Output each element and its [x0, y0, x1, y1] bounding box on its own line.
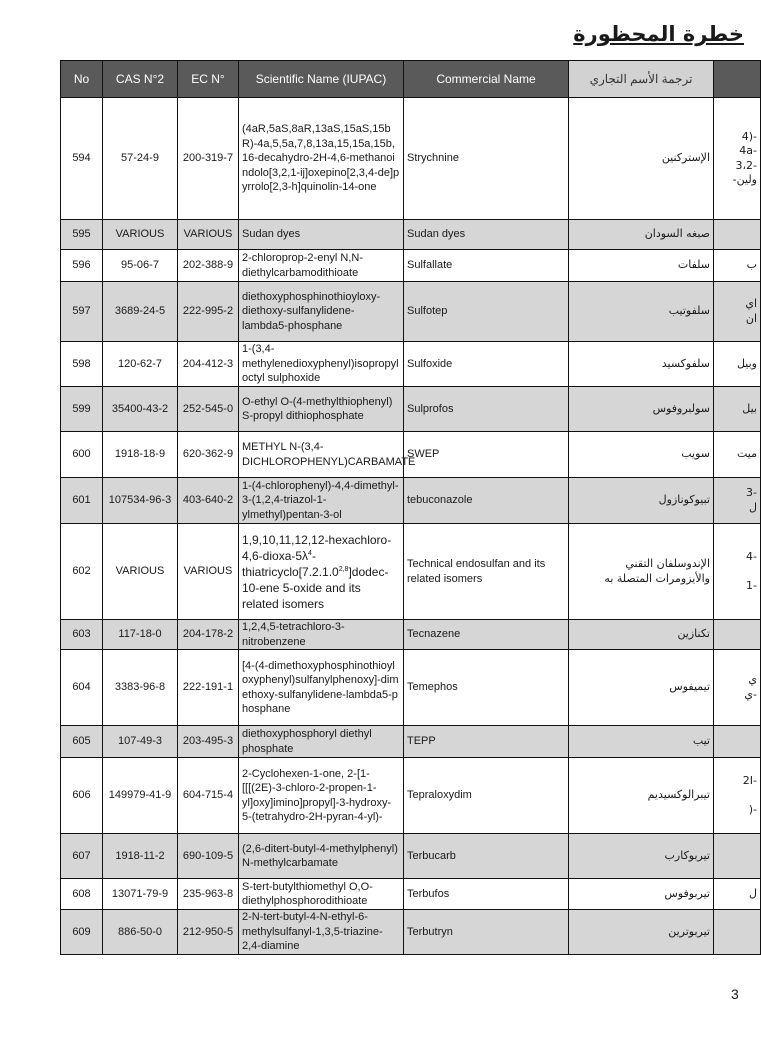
cell-ec: 204-178-2 [178, 620, 239, 650]
cell-commercial-name: Sulfoxide [404, 342, 569, 387]
cell-arabic-name: الإستركنين [569, 98, 714, 220]
cell-ec: 604-715-4 [178, 758, 239, 834]
cell-ec: 202-388-9 [178, 250, 239, 282]
cell-arabic-name: تيربوكارب [569, 834, 714, 879]
cell-extra: وبيل [714, 342, 761, 387]
cell-cas: 1918-11-2 [103, 834, 178, 879]
header-extra [714, 61, 761, 98]
cell-no: 602 [61, 524, 103, 620]
cell-extra: ي -ي [714, 650, 761, 726]
table-row [61, 282, 761, 342]
cell-commercial-name: Terbufos [404, 879, 569, 910]
cell-commercial-name: Tecnazene [404, 620, 569, 650]
cell-no: 608 [61, 879, 103, 910]
cell-scientific-name: diethoxyphosphinothioyloxy-diethoxy-sulfanylidene-lambda5-phosphane [239, 282, 404, 342]
cell-ec: 200-319-7 [178, 98, 239, 220]
cell-commercial-name: Tepraloxydim [404, 758, 569, 834]
cell-ec: 222-995-2 [178, 282, 239, 342]
table-row [61, 879, 761, 910]
cell-scientific-name: [4-(4-dimethoxyphosphinothioyloxyphenyl)sulfanylphenoxy]-dimethoxy-sulfanylidene-lambda5-phosphane [239, 650, 404, 726]
cell-cas: 886-50-0 [103, 910, 178, 955]
cell-scientific-name: Sudan dyes [239, 220, 404, 250]
cell-no: 598 [61, 342, 103, 387]
cell-ec: 204-412-3 [178, 342, 239, 387]
cell-ec: 690-109-5 [178, 834, 239, 879]
cell-extra: اي ان [714, 282, 761, 342]
cell-commercial-name: Terbutryn [404, 910, 569, 955]
cell-arabic-name: تيبرالوكسيديم [569, 758, 714, 834]
cell-cas: 120-62-7 [103, 342, 178, 387]
sci-sup-2: 2,8 [338, 565, 349, 573]
table-row [61, 834, 761, 879]
cell-ec: 212-950-5 [178, 910, 239, 955]
table-row [61, 726, 761, 758]
cell-cas: 149979-41-9 [103, 758, 178, 834]
cell-no: 594 [61, 98, 103, 220]
cell-no: 604 [61, 650, 103, 726]
sci-part-b: -thiatricyclo[7.2.1.0 [242, 548, 339, 579]
cell-extra [714, 620, 761, 650]
cell-scientific-name: O-ethyl O-(4-methylthiophenyl) S-propyl dithiophosphate [239, 387, 404, 432]
cell-scientific-name: 1-(4-chlorophenyl)-4,4-dimethyl-3-(1,2,4-triazol-1-ylmethyl)pentan-3-ol [239, 478, 404, 524]
cell-scientific-name: 2-Cyclohexen-1-one, 2-[1-[[[(2E)-3-chloro-2-propen-1-yl]oxy]imino]propyl]-3-hydroxy-5-(tetrahydro-2H-pyran-4-yl)- [239, 758, 404, 834]
cell-cas: 35400-43-2 [103, 387, 178, 432]
cell-cas: 3689-24-5 [103, 282, 178, 342]
cell-arabic-name: تكنازين [569, 620, 714, 650]
cell-cas: 95-06-7 [103, 250, 178, 282]
cell-scientific-name: 1-(3,4-methylenedioxyphenyl)isopropyl octyl sulphoxide [239, 342, 404, 387]
cell-extra [714, 726, 761, 758]
cell-commercial-name: Technical endosulfan and its related isomers [404, 524, 569, 620]
chemicals-table [60, 60, 761, 955]
table-row [61, 342, 761, 387]
cell-cas: 1918-18-9 [103, 432, 178, 478]
cell-scientific-name: 2-chloroprop-2-enyl N,N-diethylcarbamodithioate [239, 250, 404, 282]
header-ec: EC N° [178, 61, 239, 98]
cell-arabic-name: تيميفوس [569, 650, 714, 726]
cell-cas: 3383-96-8 [103, 650, 178, 726]
cell-ec: 403-640-2 [178, 478, 239, 524]
cell-commercial-name: Sulfallate [404, 250, 569, 282]
cell-extra: ميت [714, 432, 761, 478]
table-row [61, 620, 761, 650]
cell-arabic-name: سولبروفوس [569, 387, 714, 432]
cell-cas: 13071-79-9 [103, 879, 178, 910]
cell-no: 607 [61, 834, 103, 879]
header-commercial-name: Commercial Name [404, 61, 569, 98]
table-row [61, 98, 761, 220]
cell-commercial-name: SWEP [404, 432, 569, 478]
table-row [61, 432, 761, 478]
cell-commercial-name: Temephos [404, 650, 569, 726]
cell-no: 595 [61, 220, 103, 250]
sci-part-c: ]dodec-10-ene 5-oxide and its related isomers [242, 564, 389, 611]
table-row [61, 758, 761, 834]
cell-extra: -(4 -4a -3،2 ولين- [714, 98, 761, 220]
cell-cas: VARIOUS [103, 524, 178, 620]
cell-arabic-name: سويب [569, 432, 714, 478]
cell-arabic-name: صبغه السودان [569, 220, 714, 250]
cell-arabic-name: الإندوسلفان التقني والأيزومرات المتصلة به [569, 524, 714, 620]
cell-commercial-name: TEPP [404, 726, 569, 758]
cell-extra: -3 ل [714, 478, 761, 524]
cell-ec: 222-191-1 [178, 650, 239, 726]
table-row [61, 220, 761, 250]
cell-cas: 107534-96-3 [103, 478, 178, 524]
sci-sup-1: 4 [308, 549, 312, 557]
header-scientific-name: Scientific Name (IUPAC) [239, 61, 404, 98]
cell-no: 596 [61, 250, 103, 282]
cell-extra: بيل [714, 387, 761, 432]
cell-ec: 235-963-8 [178, 879, 239, 910]
cell-extra: -2I -( [714, 758, 761, 834]
table-row [61, 650, 761, 726]
cell-extra: ل [714, 879, 761, 910]
cell-cas: 107-49-3 [103, 726, 178, 758]
cell-arabic-name: تيب [569, 726, 714, 758]
cell-scientific-name: (2,6-ditert-butyl-4-methylphenyl) N-methylcarbamate [239, 834, 404, 879]
cell-ec: VARIOUS [178, 524, 239, 620]
cell-ec: 620-362-9 [178, 432, 239, 478]
header-no: No [61, 61, 103, 98]
cell-arabic-name: سلفوتيب [569, 282, 714, 342]
cell-arabic-name: تبيوكونازول [569, 478, 714, 524]
sci-part-a: 1,9,10,11,12,12-hexachloro-4,6-dioxa-5λ [242, 532, 392, 563]
table-row [61, 524, 761, 620]
cell-commercial-name: Sulprofos [404, 387, 569, 432]
cell-no: 600 [61, 432, 103, 478]
cell-scientific-name: METHYL N-(3,4-DICHLOROPHENYL)CARBAMATE [239, 432, 404, 478]
cell-ec: 252-545-0 [178, 387, 239, 432]
cell-no: 603 [61, 620, 103, 650]
cell-ec: 203-495-3 [178, 726, 239, 758]
cell-commercial-name: tebuconazole [404, 478, 569, 524]
cell-no: 599 [61, 387, 103, 432]
cell-no: 601 [61, 478, 103, 524]
cell-scientific-name: 2-N-tert-butyl-4-N-ethyl-6-methylsulfanyl-1,3,5-triazine-2,4-diamine [239, 910, 404, 955]
header-arabic-name: ترجمة الأسم التجاري [569, 61, 714, 98]
cell-no: 597 [61, 282, 103, 342]
cell-arabic-name: تيربوفوس [569, 879, 714, 910]
cell-commercial-name: Terbucarb [404, 834, 569, 879]
cell-scientific-name: 1,2,4,5-tetrachloro-3-nitrobenzene [239, 620, 404, 650]
table-header-row [61, 61, 761, 98]
cell-extra [714, 910, 761, 955]
cell-cas: 57-24-9 [103, 98, 178, 220]
cell-scientific-name: diethoxyphosphoryl diethyl phosphate [239, 726, 404, 758]
cell-extra: -4 -1 [714, 524, 761, 620]
page-title: خطرة المحظورة [573, 22, 744, 46]
cell-commercial-name: Strychnine [404, 98, 569, 220]
page-number: 3 [731, 986, 739, 1002]
cell-commercial-name: Sudan dyes [404, 220, 569, 250]
table-row [61, 387, 761, 432]
header-cas: CAS N°2 [103, 61, 178, 98]
cell-extra [714, 220, 761, 250]
cell-cas: VARIOUS [103, 220, 178, 250]
table-row [61, 250, 761, 282]
cell-extra [714, 834, 761, 879]
cell-arabic-name: تيربوترين [569, 910, 714, 955]
cell-scientific-name: (4aR,5aS,8aR,13aS,15aS,15bR)-4a,5,5a,7,8,13a,15,15a,15b,16-decahydro-2H-4,6-methanoindolo[3,2,1-ij]oxepino[2,3,4-de]pyrrolo[2,3-h]quinolin-14-one [239, 98, 404, 220]
cell-cas: 117-18-0 [103, 620, 178, 650]
cell-arabic-name: سلفوكسيد [569, 342, 714, 387]
cell-scientific-name [239, 524, 404, 620]
cell-no: 605 [61, 726, 103, 758]
cell-ec: VARIOUS [178, 220, 239, 250]
cell-extra: ب [714, 250, 761, 282]
cell-arabic-name: سلفات [569, 250, 714, 282]
cell-commercial-name: Sulfotep [404, 282, 569, 342]
table-row [61, 478, 761, 524]
table-row [61, 910, 761, 955]
cell-no: 606 [61, 758, 103, 834]
cell-scientific-name: S-tert-butylthiomethyl O,O-diethylphosphorodithioate [239, 879, 404, 910]
cell-no: 609 [61, 910, 103, 955]
